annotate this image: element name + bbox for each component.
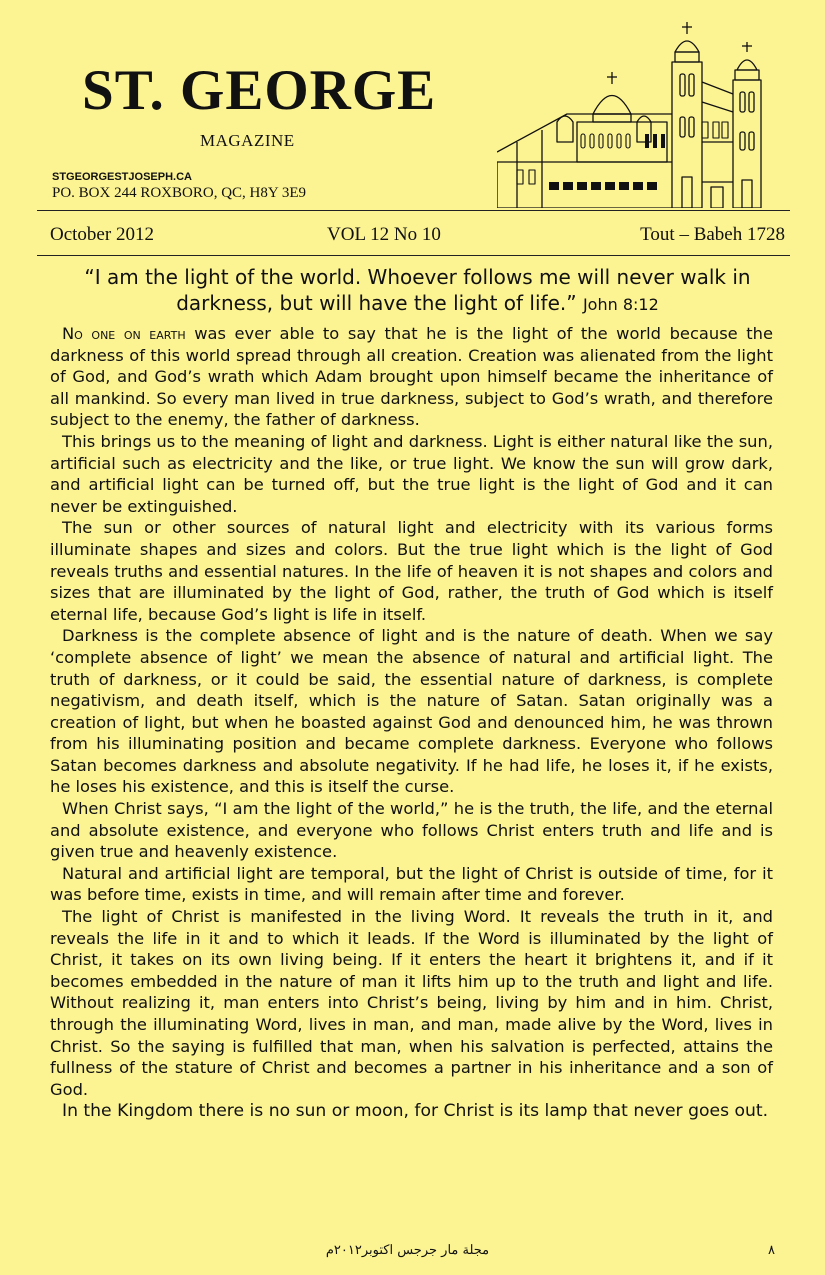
article-paragraph-1-text: was ever able to say that he is the light of the world because the darkness of this world spread through all creation. Creation was alienated from the light of God, and God’s wrath which Adam brought upon himself became the inheritance of all mankind. So every man lived in true darkness, subject to God’s wrath, and therefore subject to the enemy, the father of darkness. — [50, 324, 773, 430]
page-number: ٨ — [768, 1243, 775, 1258]
coptic-date: Tout – Babeh 1728 — [640, 224, 785, 245]
footer-arabic-title: مجلة مار جرجس اكتوبر٢٠١٢م — [325, 1243, 490, 1258]
article-paragraph-8: In the Kingdom there is no sun or moon, for Christ is its lamp that never goes out. — [62, 1101, 769, 1122]
article-paragraph-1 — [50, 323, 773, 431]
header-divider-bottom — [37, 255, 790, 256]
article-paragraph-4: Darkness is the complete absence of light and is the nature of death. When we say ‘complete absence of light’ we mean the absence of natural and artificial light. The truth of darkness, or it could be said, the essential nature of darkness, is complete negativism, and death itself, which is the nature of Satan. Satan originally was a creation of light, but when he boasted against God and denounced him, he was thrown from his illuminating position and became complete darkness. Everyone who follows Satan becomes darkness and absolute negativity. If he had life, he loses it, if he exists, he loses his existence, and this is itself the curse. — [50, 626, 773, 797]
magazine-title: ST. GEORGE — [82, 59, 437, 122]
page-footer — [40, 1243, 775, 1263]
article-body — [50, 323, 773, 1123]
issue-volume: VOL 12 No 10 — [327, 224, 441, 245]
verse-text: “I am the light of the world. Whoever follows me will never walk in darkness, but will have the light of life.” — [84, 265, 751, 315]
church-building-icon — [497, 22, 773, 208]
magazine-subtitle: MAGAZINE — [200, 131, 295, 150]
article-paragraph-6: Natural and artificial light are temporal, but the light of Christ is outside of time, for it was before time, exists in time, and will remain after time and forever. — [50, 863, 773, 905]
article-paragraph-2: This brings us to the meaning of light and darkness. Light is either natural like the sun, artificial such as electricity and the like, or true light. We know the sun will grow dark, and artificial light can be turned off, but the true light is the light of God and it can never be extinguished. — [50, 431, 773, 516]
article-paragraph-5: When Christ says, “I am the light of the world,” he is the truth, the life, and the eternal and absolute existence, and everyone who follows Christ enters truth and life and is given true and heavenly existence. — [50, 799, 773, 862]
postal-address: PO. BOX 244 ROXBORO, QC, H8Y 3E9 — [52, 185, 307, 201]
article-paragraph-7: The light of Christ is manifested in the living Word. It reveals the truth in it, and reveals the life in it and to which it leads. If the Word is illuminated by the light of Christ, it takes on its own living being. If it enters the heart it brightens it, and if it becomes embedded in the nature of man it lifts him up to the truth and light and life. Without realizing it, man enters into Christ’s being, living by him and in him. Christ, through the illuminating Word, lives in man, and man, made alive by the Word, lives in Christ. So the saying is fulfilled that man, when his salvation is perfected, attains the fullness of the stature of Christ and becomes a partner in his inheritance and a son of God. — [50, 907, 773, 1099]
website-text: STGEORGESTJOSEPH.CA — [52, 171, 192, 183]
scripture-verse — [50, 264, 785, 318]
verse-reference: John 8:12 — [582, 295, 659, 314]
article-lead-in: No one on earth — [62, 324, 186, 343]
header-divider-top — [37, 210, 790, 211]
issue-date: October 2012 — [50, 224, 154, 245]
masthead — [0, 0, 825, 228]
article-paragraph-3: The sun or other sources of natural light and electricity with its various forms illuminate shapes and sizes and colors. But the true light which is the light of God reveals truths and essential natures. In the life of heaven it is not shapes and colors and sizes that are illuminated by the light of God, rather, the truth of God which is itself eternal life, because God’s light is life in itself. — [50, 518, 773, 624]
